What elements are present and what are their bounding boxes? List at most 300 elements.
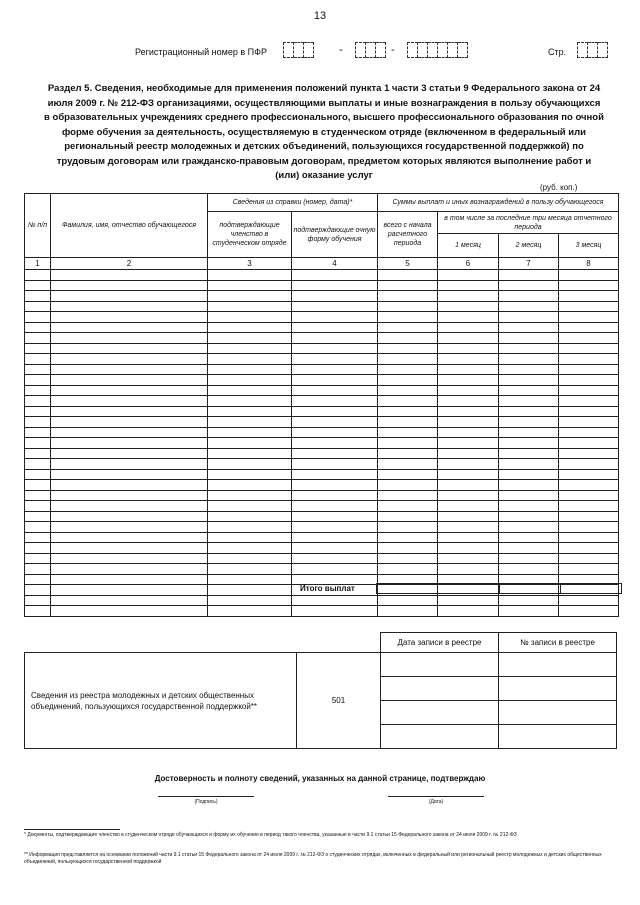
table-cell[interactable] bbox=[208, 406, 292, 417]
table-cell[interactable] bbox=[438, 595, 499, 606]
table-cell[interactable] bbox=[499, 511, 559, 522]
registration-number-part1[interactable] bbox=[283, 42, 314, 58]
total-all-cell[interactable] bbox=[377, 584, 438, 594]
table-cell[interactable] bbox=[378, 564, 438, 575]
column-number: 8 bbox=[559, 258, 619, 270]
table-cell[interactable] bbox=[51, 291, 208, 302]
table-cell[interactable] bbox=[208, 354, 292, 365]
table-cell[interactable] bbox=[292, 532, 378, 543]
table-cell[interactable] bbox=[292, 606, 378, 617]
table-cell[interactable] bbox=[25, 301, 51, 312]
table-cell[interactable] bbox=[438, 501, 499, 512]
table-cell[interactable] bbox=[559, 291, 619, 302]
table-cell[interactable] bbox=[378, 375, 438, 386]
table-cell[interactable] bbox=[378, 427, 438, 438]
table-cell[interactable] bbox=[292, 333, 378, 344]
table-cell[interactable] bbox=[559, 364, 619, 375]
table-cell[interactable] bbox=[378, 532, 438, 543]
table-cell[interactable] bbox=[378, 543, 438, 554]
table-cell[interactable] bbox=[499, 375, 559, 386]
table-cell[interactable] bbox=[51, 469, 208, 480]
table-cell[interactable] bbox=[292, 480, 378, 491]
table-cell[interactable] bbox=[208, 585, 292, 596]
table-cell[interactable] bbox=[292, 322, 378, 333]
registry-number-cell[interactable] bbox=[499, 677, 617, 701]
table-cell[interactable] bbox=[378, 469, 438, 480]
table-cell[interactable] bbox=[51, 375, 208, 386]
table-row bbox=[25, 385, 619, 396]
table-cell[interactable] bbox=[51, 333, 208, 344]
table-cell[interactable] bbox=[438, 385, 499, 396]
table-cell[interactable] bbox=[378, 448, 438, 459]
table-cell[interactable] bbox=[25, 291, 51, 302]
table-cell[interactable] bbox=[438, 511, 499, 522]
registry-date-cell[interactable] bbox=[381, 653, 499, 677]
table-cell[interactable] bbox=[208, 375, 292, 386]
table-row bbox=[25, 490, 619, 501]
table-cell[interactable] bbox=[292, 354, 378, 365]
table-cell[interactable] bbox=[438, 322, 499, 333]
table-cell[interactable] bbox=[559, 396, 619, 407]
table-cell[interactable] bbox=[438, 301, 499, 312]
table-cell[interactable] bbox=[208, 301, 292, 312]
table-cell[interactable] bbox=[25, 532, 51, 543]
table-cell[interactable] bbox=[499, 333, 559, 344]
table-cell[interactable] bbox=[25, 427, 51, 438]
table-cell[interactable] bbox=[51, 354, 208, 365]
table-cell[interactable] bbox=[438, 438, 499, 449]
table-cell[interactable] bbox=[438, 270, 499, 281]
table-cell[interactable] bbox=[499, 343, 559, 354]
table-cell[interactable] bbox=[51, 448, 208, 459]
table-cell[interactable] bbox=[378, 396, 438, 407]
table-cell[interactable] bbox=[208, 501, 292, 512]
table-cell[interactable] bbox=[292, 385, 378, 396]
table-row bbox=[25, 553, 619, 564]
table-cell[interactable] bbox=[499, 522, 559, 533]
table-cell[interactable] bbox=[208, 312, 292, 323]
table-cell[interactable] bbox=[25, 406, 51, 417]
table-cell[interactable] bbox=[51, 511, 208, 522]
table-cell[interactable] bbox=[25, 480, 51, 491]
table-cell[interactable] bbox=[559, 595, 619, 606]
table-cell[interactable] bbox=[292, 490, 378, 501]
table-cell[interactable] bbox=[438, 606, 499, 617]
table-cell[interactable] bbox=[378, 480, 438, 491]
table-cell[interactable] bbox=[292, 511, 378, 522]
table-cell[interactable] bbox=[559, 459, 619, 470]
table-cell[interactable] bbox=[292, 459, 378, 470]
table-cell[interactable] bbox=[438, 280, 499, 291]
table-cell[interactable] bbox=[25, 564, 51, 575]
table-cell[interactable] bbox=[438, 364, 499, 375]
table-cell[interactable] bbox=[499, 501, 559, 512]
table-cell[interactable] bbox=[438, 396, 499, 407]
table-cell[interactable] bbox=[51, 595, 208, 606]
table-cell[interactable] bbox=[559, 333, 619, 344]
table-cell[interactable] bbox=[25, 511, 51, 522]
table-cell[interactable] bbox=[438, 448, 499, 459]
table-cell[interactable] bbox=[208, 333, 292, 344]
table-cell[interactable] bbox=[208, 574, 292, 585]
table-cell[interactable] bbox=[499, 385, 559, 396]
table-cell[interactable] bbox=[208, 280, 292, 291]
table-cell[interactable] bbox=[25, 543, 51, 554]
table-cell[interactable] bbox=[25, 501, 51, 512]
registry-date-cell[interactable] bbox=[381, 725, 499, 749]
table-row bbox=[25, 270, 619, 281]
col-month3-header: 3 месяц bbox=[559, 234, 619, 258]
table-cell[interactable] bbox=[378, 595, 438, 606]
table-cell[interactable] bbox=[499, 270, 559, 281]
table-cell[interactable] bbox=[208, 522, 292, 533]
table-cell[interactable] bbox=[292, 448, 378, 459]
table-cell[interactable] bbox=[25, 417, 51, 428]
table-cell[interactable] bbox=[25, 322, 51, 333]
table-cell[interactable] bbox=[499, 291, 559, 302]
table-cell[interactable] bbox=[438, 480, 499, 491]
table-cell[interactable] bbox=[499, 301, 559, 312]
table-cell[interactable] bbox=[208, 322, 292, 333]
table-cell[interactable] bbox=[208, 511, 292, 522]
table-cell[interactable] bbox=[292, 375, 378, 386]
table-cell[interactable] bbox=[25, 606, 51, 617]
table-cell[interactable] bbox=[51, 522, 208, 533]
table-cell[interactable] bbox=[292, 301, 378, 312]
table-cell[interactable] bbox=[51, 501, 208, 512]
table-cell[interactable] bbox=[51, 459, 208, 470]
table-cell[interactable] bbox=[208, 490, 292, 501]
table-cell[interactable] bbox=[378, 354, 438, 365]
table-cell[interactable] bbox=[51, 280, 208, 291]
table-cell[interactable] bbox=[559, 354, 619, 365]
table-cell[interactable] bbox=[559, 417, 619, 428]
table-cell[interactable] bbox=[559, 532, 619, 543]
table-cell[interactable] bbox=[438, 459, 499, 470]
table-cell[interactable] bbox=[378, 606, 438, 617]
column-number: 5 bbox=[378, 258, 438, 270]
table-cell[interactable] bbox=[25, 469, 51, 480]
table-cell[interactable] bbox=[438, 490, 499, 501]
table-cell[interactable] bbox=[51, 301, 208, 312]
table-cell[interactable] bbox=[292, 469, 378, 480]
table-cell[interactable] bbox=[499, 312, 559, 323]
table-cell[interactable] bbox=[51, 438, 208, 449]
table-cell[interactable] bbox=[51, 322, 208, 333]
table-cell[interactable] bbox=[292, 574, 378, 585]
table-cell[interactable] bbox=[51, 543, 208, 554]
column-numbers-row bbox=[25, 258, 619, 270]
table-cell[interactable] bbox=[499, 543, 559, 554]
table-cell[interactable] bbox=[25, 333, 51, 344]
table-cell[interactable] bbox=[208, 543, 292, 554]
table-cell[interactable] bbox=[208, 417, 292, 428]
table-cell[interactable] bbox=[438, 312, 499, 323]
table-cell[interactable] bbox=[378, 291, 438, 302]
table-cell[interactable] bbox=[208, 553, 292, 564]
table-cell[interactable] bbox=[559, 448, 619, 459]
table-cell[interactable] bbox=[559, 564, 619, 575]
table-row bbox=[25, 427, 619, 438]
table-cell[interactable] bbox=[25, 438, 51, 449]
table-cell[interactable] bbox=[25, 459, 51, 470]
table-cell[interactable] bbox=[292, 438, 378, 449]
table-row bbox=[25, 469, 619, 480]
table-row bbox=[25, 322, 619, 333]
table-cell[interactable] bbox=[208, 480, 292, 491]
table-cell[interactable] bbox=[51, 385, 208, 396]
table-cell[interactable] bbox=[559, 469, 619, 480]
table-cell[interactable] bbox=[51, 606, 208, 617]
table-cell[interactable] bbox=[559, 501, 619, 512]
table-cell[interactable] bbox=[499, 364, 559, 375]
table-cell[interactable] bbox=[25, 553, 51, 564]
table-cell[interactable] bbox=[559, 480, 619, 491]
table-cell[interactable] bbox=[208, 270, 292, 281]
table-cell[interactable] bbox=[438, 343, 499, 354]
table-cell[interactable] bbox=[499, 480, 559, 491]
table-cell[interactable] bbox=[208, 469, 292, 480]
table-cell[interactable] bbox=[499, 354, 559, 365]
table-cell[interactable] bbox=[499, 322, 559, 333]
table-cell[interactable] bbox=[559, 490, 619, 501]
table-cell[interactable] bbox=[378, 522, 438, 533]
table-cell[interactable] bbox=[378, 301, 438, 312]
table-cell[interactable] bbox=[559, 280, 619, 291]
table-cell[interactable] bbox=[292, 291, 378, 302]
table-cell[interactable] bbox=[559, 543, 619, 554]
table-cell[interactable] bbox=[499, 606, 559, 617]
table-cell[interactable] bbox=[438, 522, 499, 533]
table-cell[interactable] bbox=[292, 564, 378, 575]
table-cell[interactable] bbox=[438, 333, 499, 344]
table-cell[interactable] bbox=[378, 385, 438, 396]
table-cell[interactable] bbox=[292, 280, 378, 291]
table-cell[interactable] bbox=[25, 375, 51, 386]
table-cell[interactable] bbox=[208, 291, 292, 302]
table-cell[interactable] bbox=[559, 438, 619, 449]
table-cell[interactable] bbox=[292, 417, 378, 428]
table-cell[interactable] bbox=[559, 301, 619, 312]
table-row bbox=[25, 438, 619, 449]
registry-date-cell[interactable] bbox=[381, 677, 499, 701]
table-cell[interactable] bbox=[378, 490, 438, 501]
table-cell[interactable] bbox=[51, 480, 208, 491]
table-cell[interactable] bbox=[499, 553, 559, 564]
table-cell[interactable] bbox=[559, 427, 619, 438]
table-cell[interactable] bbox=[25, 364, 51, 375]
table-cell[interactable] bbox=[499, 406, 559, 417]
total-month2-cell[interactable] bbox=[500, 584, 561, 594]
table-cell[interactable] bbox=[378, 270, 438, 281]
table-cell[interactable] bbox=[378, 312, 438, 323]
table-cell[interactable] bbox=[499, 396, 559, 407]
table-cell[interactable] bbox=[378, 459, 438, 470]
table-row bbox=[25, 448, 619, 459]
table-cell[interactable] bbox=[25, 312, 51, 323]
table-cell[interactable] bbox=[208, 595, 292, 606]
table-cell[interactable] bbox=[25, 396, 51, 407]
table-cell[interactable] bbox=[292, 406, 378, 417]
table-cell[interactable] bbox=[559, 385, 619, 396]
registry-number-cell[interactable] bbox=[499, 653, 617, 677]
table-cell[interactable] bbox=[378, 322, 438, 333]
table-cell[interactable] bbox=[51, 417, 208, 428]
table-cell[interactable] bbox=[25, 385, 51, 396]
table-cell[interactable] bbox=[208, 438, 292, 449]
table-cell[interactable] bbox=[378, 280, 438, 291]
table-cell[interactable] bbox=[51, 532, 208, 543]
table-cell[interactable] bbox=[208, 396, 292, 407]
table-cell[interactable] bbox=[25, 280, 51, 291]
page-number-field[interactable] bbox=[577, 42, 608, 58]
table-cell[interactable] bbox=[499, 448, 559, 459]
table-cell[interactable] bbox=[559, 553, 619, 564]
table-cell[interactable] bbox=[51, 553, 208, 564]
table-cell[interactable] bbox=[378, 333, 438, 344]
table-cell[interactable] bbox=[25, 354, 51, 365]
table-cell[interactable] bbox=[559, 322, 619, 333]
date-line[interactable] bbox=[388, 796, 484, 797]
table-cell[interactable] bbox=[559, 312, 619, 323]
table-cell[interactable] bbox=[51, 406, 208, 417]
table-row bbox=[25, 417, 619, 428]
registration-number-part2[interactable] bbox=[355, 42, 386, 58]
table-cell[interactable] bbox=[51, 427, 208, 438]
table-cell[interactable] bbox=[51, 585, 208, 596]
table-cell[interactable] bbox=[51, 270, 208, 281]
table-cell[interactable] bbox=[25, 448, 51, 459]
registration-number-label: Регистрационный номер в ПФР bbox=[135, 47, 267, 57]
table-row bbox=[25, 396, 619, 407]
table-cell[interactable] bbox=[208, 427, 292, 438]
table-cell[interactable] bbox=[499, 490, 559, 501]
table-cell[interactable] bbox=[378, 364, 438, 375]
table-cell[interactable] bbox=[25, 585, 51, 596]
total-month1-cell[interactable] bbox=[438, 584, 500, 594]
table-cell[interactable] bbox=[25, 270, 51, 281]
total-month3-cell[interactable] bbox=[561, 584, 622, 594]
table-cell[interactable] bbox=[292, 270, 378, 281]
table-cell[interactable] bbox=[208, 343, 292, 354]
registry-date-cell[interactable] bbox=[381, 701, 499, 725]
table-cell[interactable] bbox=[499, 532, 559, 543]
table-cell[interactable] bbox=[499, 438, 559, 449]
signature-caption: (Подпись) bbox=[194, 799, 218, 805]
table-cell[interactable] bbox=[438, 417, 499, 428]
table-cell[interactable] bbox=[25, 574, 51, 585]
table-cell[interactable] bbox=[499, 469, 559, 480]
table-cell[interactable] bbox=[438, 532, 499, 543]
table-cell[interactable] bbox=[292, 343, 378, 354]
registry-number-cell[interactable] bbox=[499, 725, 617, 749]
table-cell[interactable] bbox=[208, 448, 292, 459]
table-cell[interactable] bbox=[499, 564, 559, 575]
table-cell[interactable] bbox=[292, 543, 378, 554]
table-cell[interactable] bbox=[378, 417, 438, 428]
table-cell[interactable] bbox=[25, 595, 51, 606]
table-cell[interactable] bbox=[51, 574, 208, 585]
table-cell[interactable] bbox=[438, 406, 499, 417]
table-cell[interactable] bbox=[51, 343, 208, 354]
table-row bbox=[25, 364, 619, 375]
table-cell[interactable] bbox=[51, 564, 208, 575]
table-cell[interactable] bbox=[559, 511, 619, 522]
table-cell[interactable] bbox=[378, 553, 438, 564]
table-cell[interactable] bbox=[438, 375, 499, 386]
table-cell[interactable] bbox=[208, 364, 292, 375]
table-cell[interactable] bbox=[559, 522, 619, 533]
table-cell[interactable] bbox=[378, 343, 438, 354]
table-cell[interactable] bbox=[292, 553, 378, 564]
table-cell[interactable] bbox=[208, 606, 292, 617]
table-cell[interactable] bbox=[378, 438, 438, 449]
table-row bbox=[25, 543, 619, 554]
table-cell[interactable] bbox=[438, 427, 499, 438]
table-cell[interactable] bbox=[559, 406, 619, 417]
table-cell[interactable] bbox=[292, 312, 378, 323]
table-cell[interactable] bbox=[208, 532, 292, 543]
signature-line[interactable] bbox=[158, 796, 254, 797]
table-cell[interactable] bbox=[292, 396, 378, 407]
table-cell[interactable] bbox=[25, 343, 51, 354]
table-cell[interactable] bbox=[292, 522, 378, 533]
table-cell[interactable] bbox=[378, 406, 438, 417]
registration-dash-2: - bbox=[391, 44, 395, 56]
table-cell[interactable] bbox=[378, 511, 438, 522]
table-cell[interactable] bbox=[292, 364, 378, 375]
table-cell[interactable] bbox=[292, 427, 378, 438]
table-cell[interactable] bbox=[559, 343, 619, 354]
table-cell[interactable] bbox=[499, 427, 559, 438]
table-cell[interactable] bbox=[51, 364, 208, 375]
table-cell[interactable] bbox=[438, 543, 499, 554]
table-cell[interactable] bbox=[208, 564, 292, 575]
table-cell[interactable] bbox=[499, 417, 559, 428]
table-row bbox=[25, 301, 619, 312]
payments-group-header: Суммы выплат и иных вознаграждений в пользу обучающегося bbox=[378, 194, 619, 212]
table-cell[interactable] bbox=[499, 459, 559, 470]
table-cell[interactable] bbox=[438, 553, 499, 564]
table-cell[interactable] bbox=[559, 375, 619, 386]
table-cell[interactable] bbox=[559, 606, 619, 617]
table-cell[interactable] bbox=[438, 354, 499, 365]
table-cell[interactable] bbox=[378, 501, 438, 512]
table-cell[interactable] bbox=[438, 469, 499, 480]
table-cell[interactable] bbox=[51, 312, 208, 323]
table-cell[interactable] bbox=[292, 501, 378, 512]
table-cell[interactable] bbox=[499, 280, 559, 291]
table-cell[interactable] bbox=[51, 490, 208, 501]
col-total-header: всего с начала расчетного периода bbox=[378, 212, 438, 258]
table-cell[interactable] bbox=[438, 291, 499, 302]
table-cell[interactable] bbox=[499, 595, 559, 606]
registry-number-cell[interactable] bbox=[499, 701, 617, 725]
table-cell[interactable] bbox=[51, 396, 208, 407]
table-cell[interactable] bbox=[25, 522, 51, 533]
table-cell[interactable] bbox=[559, 270, 619, 281]
table-cell[interactable] bbox=[208, 385, 292, 396]
table-cell[interactable] bbox=[292, 595, 378, 606]
registry-number-header: № записи в реестре bbox=[499, 633, 617, 653]
table-row bbox=[25, 291, 619, 302]
col-education-header: подтверждающие очную форму обучения bbox=[292, 212, 378, 258]
registration-number-part3[interactable] bbox=[407, 42, 468, 58]
table-cell[interactable] bbox=[438, 564, 499, 575]
table-cell[interactable] bbox=[25, 490, 51, 501]
table-cell[interactable] bbox=[208, 459, 292, 470]
students-table bbox=[24, 193, 619, 617]
